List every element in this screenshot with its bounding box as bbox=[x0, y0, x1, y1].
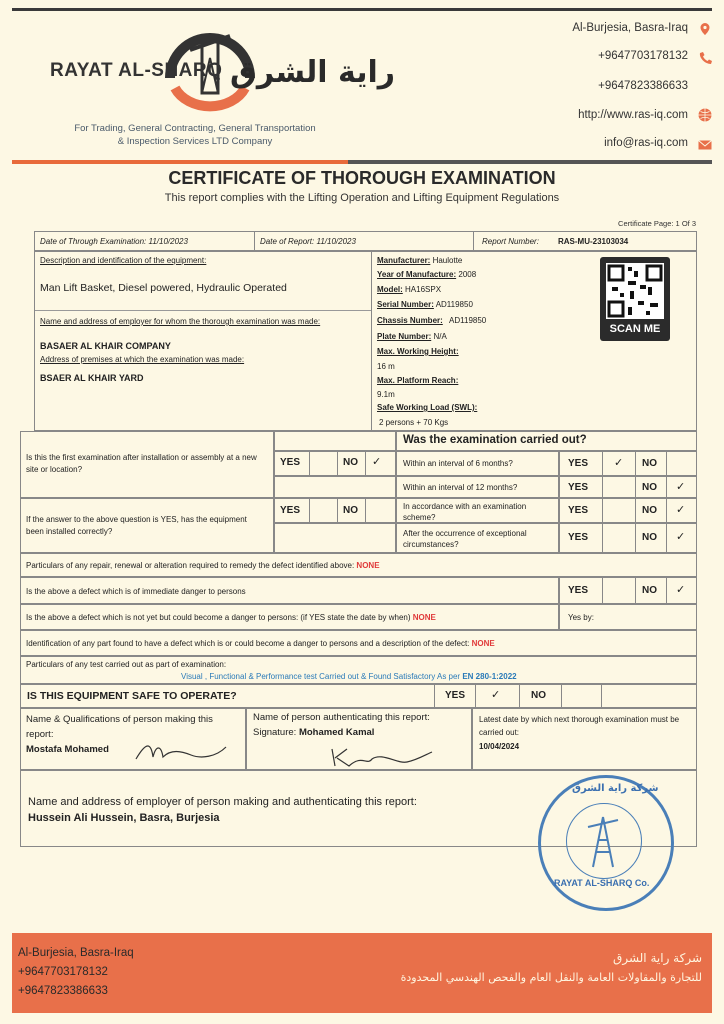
q2-answer: YES NO bbox=[274, 498, 396, 523]
stamp-text-top: شركة راية الشرق bbox=[572, 783, 659, 794]
report-number-cell: Report Number: RAS-MU-23103034 bbox=[473, 231, 697, 251]
equipment-description: Man Lift Basket, Diesel powered, Hydraulic Operated bbox=[40, 282, 287, 294]
certificate-page: Certificate Page: 1 Of 3 bbox=[618, 219, 696, 228]
web-icon bbox=[698, 108, 712, 122]
authenticator-name: Mohamed Kamal bbox=[298, 727, 375, 738]
contact-email[interactable]: info@ras-iq.com bbox=[604, 137, 688, 149]
q1-answer: YES NO ✓ bbox=[274, 451, 396, 476]
inspector-name: Mostafa Mohamed bbox=[26, 744, 109, 755]
i6-answer: YES ✓ NO bbox=[559, 451, 697, 476]
tests-row: Particulars of any test carried out as part of examination: Visual , Functional & Performance test Carried out & Found Satisfactory As per EN 280-1:2022 bbox=[20, 656, 697, 684]
inspector-cell: Name & Qualifications of person making this report: Mostafa Mohamed bbox=[20, 708, 246, 770]
qr-code-icon bbox=[600, 257, 670, 323]
header-divider-orange bbox=[12, 160, 348, 164]
qr-code[interactable] bbox=[600, 257, 670, 341]
safe-row: IS THIS EQUIPMENT SAFE TO OPERATE? YES ✓ NO bbox=[20, 684, 697, 708]
top-rule bbox=[12, 8, 712, 11]
contact-phone-1: +9647703178132 bbox=[598, 50, 688, 62]
inspector-signature-icon bbox=[131, 737, 231, 767]
company-tagline: For Trading, General Contracting, General Transportation & Inspection Services LTD Company bbox=[74, 123, 316, 147]
repair-row: Particulars of any repair, renewal or alteration required to remedy the defect identified above: NONE bbox=[20, 553, 697, 577]
q1-no-check: ✓ bbox=[372, 456, 382, 468]
date-report-cell: Date of Report: 11/10/2023 bbox=[254, 231, 474, 251]
date-exam-cell: Date of Through Examination: 11/10/2023 bbox=[34, 231, 255, 251]
footer-contacts: Al-Burjesia, Basra-Iraq +9647703178132 +9647823386633 bbox=[18, 947, 134, 997]
carried-out-header: Was the examination carried out? bbox=[396, 431, 697, 451]
identification-row: Identification of any part found to have a defect which is or could become a danger to persons and a description of the defect: NONE bbox=[20, 630, 697, 656]
i12-answer: YES NO ✓ bbox=[559, 476, 697, 498]
scheme-answer: YES NO ✓ bbox=[559, 498, 697, 523]
authenticator-cell: Name of person authenticating this report: Signature: Mohamed Kamal bbox=[246, 708, 472, 770]
certificate-subtitle: This report complies with the Lifting Operation and Lifting Equipment Regulations bbox=[164, 192, 560, 204]
next-exam-date: 10/04/2024 bbox=[479, 742, 520, 751]
employer-author-value: Hussein Ali Hussein, Basra, Burjesia bbox=[28, 812, 220, 824]
company-name-arabic: راية الشرق bbox=[230, 55, 396, 90]
equipment-left-block: Description and identification of the equipment: Man Lift Basket, Diesel powered, Hydraulic Operated Name and address of employer for whom the thorough examination was made: BASAER AL KHAIR COMPANY Address of premises at which the examination was made: BSAER AL KHAIR YARD bbox=[34, 251, 372, 431]
employer-author-cell: Name and address of employer of person making and authenticating this report: Hussein Ali Hussein, Basra, Burjesia bbox=[20, 770, 697, 847]
q2-cell: If the answer to the above question is YES, has the equipment been installed correctly? bbox=[20, 498, 274, 553]
equipment-right-block: Manufacturer: Haulotte Year of Manufacture: 2008 Model: HA16SPX Serial Number: AD119850 Chassis Number: AD119850 Plate Number: N/A Max. Working Height: 16 m Max. Platform Reach: 9.1m Safe Working Load (SWL): 2 persons + 70 Kgs bbox=[371, 251, 697, 431]
q1-cell: Is this the first examination after installation or assembly at a new site or location? bbox=[20, 431, 274, 498]
immediate-danger-answer: YES NO ✓ bbox=[559, 577, 697, 604]
scan-me-label: SCAN ME bbox=[609, 323, 661, 335]
stamp-rig-icon bbox=[583, 812, 623, 872]
authenticator-signature-icon bbox=[327, 744, 437, 770]
certificate-title: CERTIFICATE OF THOROUGH EXAMINATION bbox=[168, 168, 556, 188]
contact-phone-2: +9647823386633 bbox=[598, 80, 688, 92]
phone-icon bbox=[698, 50, 712, 64]
immediate-danger-row: Is the above a defect which is of immediate danger to persons bbox=[20, 577, 559, 604]
header-divider-gray bbox=[348, 160, 712, 164]
footer-arabic: شركة راية الشرق للتجارة والمقاولات العامة والنقل العام والفحص الهندسي المحدودة bbox=[400, 951, 702, 984]
company-name: RAYAT AL-SHARQ bbox=[50, 60, 223, 81]
next-exam-cell: Latest date by which next thorough examination must be carried out: 10/04/2024 bbox=[472, 708, 697, 770]
safe-yes-check: ✓ bbox=[491, 689, 501, 701]
future-danger-row: Is the above a defect which is not yet but could become a danger to persons: (if YES state the date by when) NONE bbox=[20, 604, 559, 630]
premises-value: BSAER AL KHAIR YARD bbox=[40, 373, 144, 383]
stamp-text-bottom: RAYAT AL-SHARQ Co. bbox=[554, 878, 650, 888]
exceptional-answer: YES NO ✓ bbox=[559, 523, 697, 553]
location-icon bbox=[698, 22, 712, 36]
employer-value: BASAER AL KHAIR COMPANY bbox=[40, 341, 171, 351]
contact-address: Al-Burjesia, Basra-Iraq bbox=[572, 22, 688, 34]
contact-website[interactable]: http://www.ras-iq.com bbox=[578, 109, 688, 121]
mail-icon bbox=[698, 138, 712, 152]
